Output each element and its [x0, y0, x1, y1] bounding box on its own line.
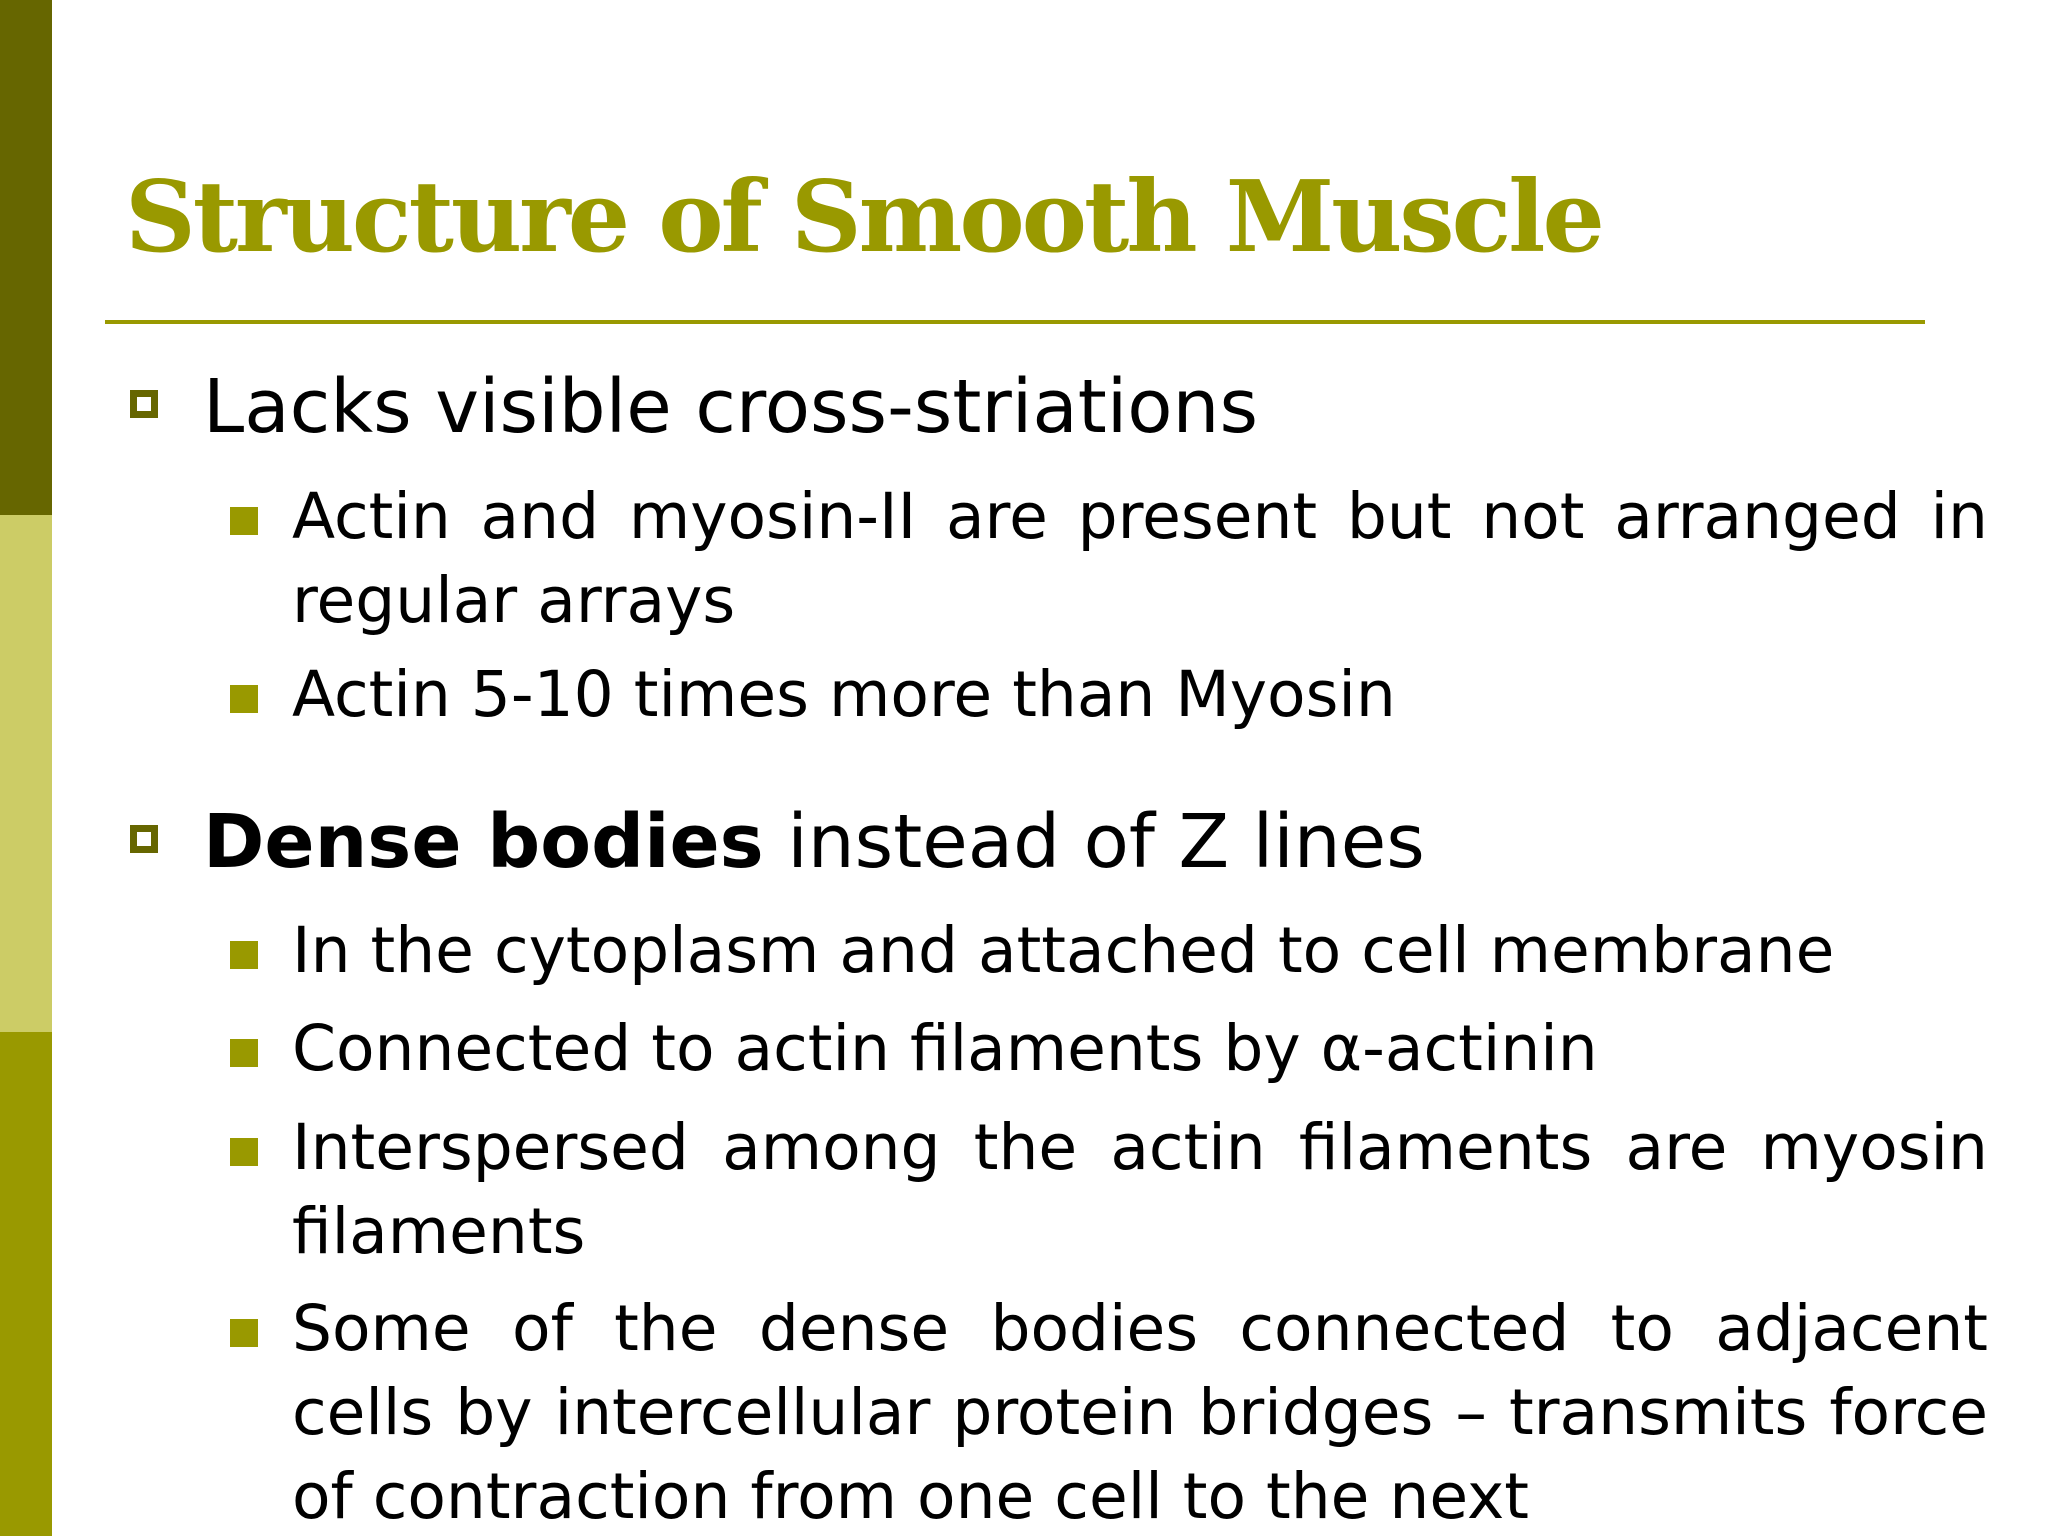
list-item: [230, 1106, 1988, 1274]
list-item-text: Connected to actin filaments by α-actinin: [292, 1012, 1598, 1085]
list-item-text: Some of the dense bodies connected to adjacent cells by intercellular protein bridges – transmits force of contraction from one cell to the next: [292, 1292, 1988, 1533]
list-item: [230, 1287, 1988, 1539]
square-bullet-icon: [230, 1138, 258, 1166]
list-item-text: Actin and myosin-II are present but not arranged in regular arrays: [292, 480, 1988, 637]
slide-title: Structure of Smooth Muscle: [125, 160, 1602, 275]
left-bar-light: [0, 515, 52, 1032]
list-item: [230, 909, 1988, 993]
list-item-text: Interspersed among the actin filaments are myosin filaments: [292, 1111, 1988, 1268]
list-item-text: In the cytoplasm and attached to cell membrane: [292, 914, 1835, 987]
list-item-text: Actin 5-10 times more than Myosin: [292, 658, 1396, 731]
heading-bold-text: Dense bodies: [203, 799, 764, 885]
square-bullet-icon: [230, 507, 258, 535]
square-bullet-icon: [230, 685, 258, 713]
square-bullet-icon: [230, 1319, 258, 1347]
title-underline: [105, 320, 1925, 324]
list-item: [230, 653, 1988, 737]
heading-text: instead of Z lines: [763, 799, 1425, 885]
square-bullet-icon: [230, 941, 258, 969]
hollow-square-bullet-icon: [130, 825, 158, 853]
left-bar-olive: [0, 1032, 52, 1536]
list-item: [230, 1007, 1988, 1091]
hollow-square-bullet-icon: [130, 390, 158, 418]
left-bar-dark: [0, 0, 52, 515]
heading-text: Lacks visible cross-striations: [203, 364, 1259, 450]
list-item: [230, 475, 1988, 643]
square-bullet-icon: [230, 1039, 258, 1067]
